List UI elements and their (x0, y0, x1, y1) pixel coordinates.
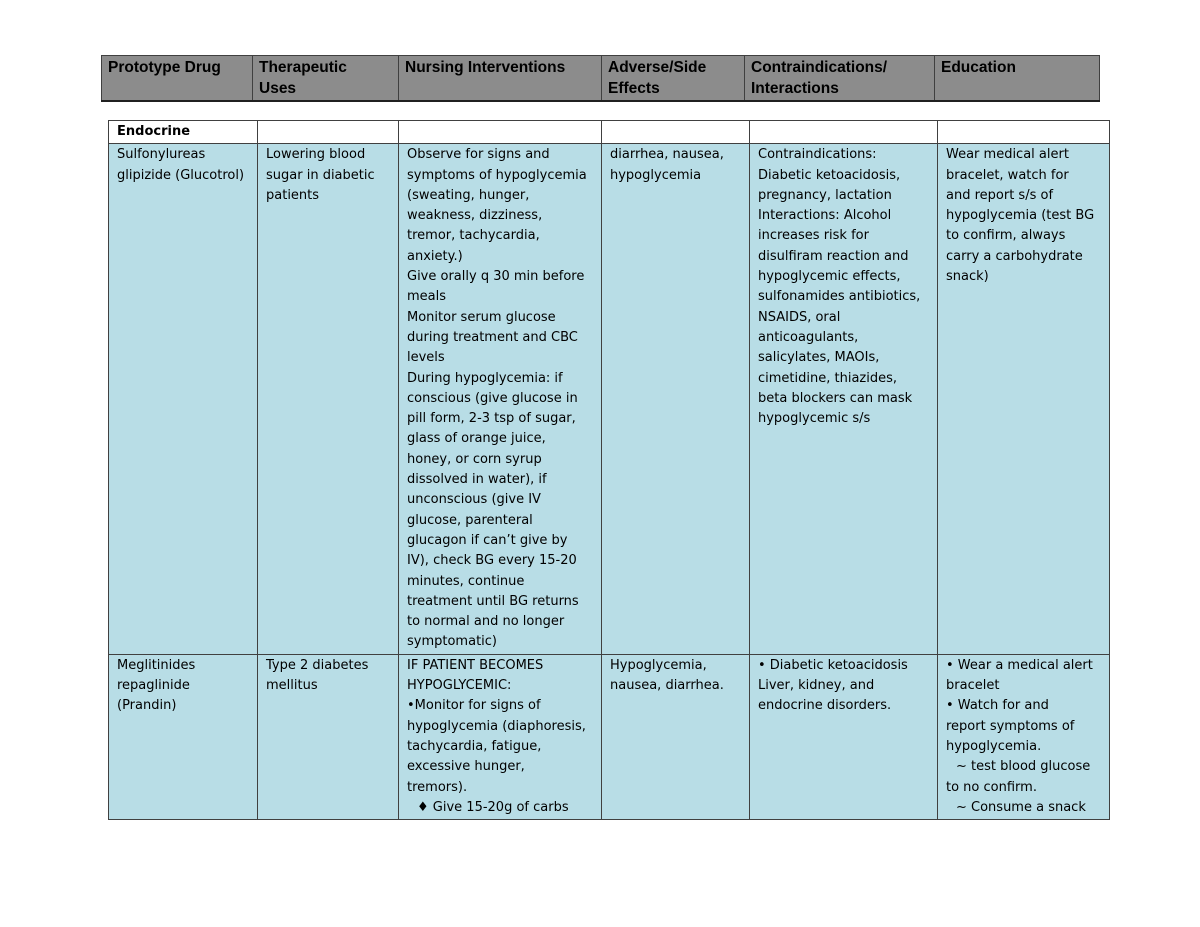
cell-prototype-drug: Sulfonylureas glipizide (Glucotrol) (109, 144, 258, 654)
cell-education: • Wear a medical alert bracelet • Watch for and report symptoms of hypoglycemia. ~ test blood glucose to no confirm. ~ Consume a snack (938, 654, 1110, 819)
cell-nursing-interventions: Observe for signs and symptoms of hypoglycemia (sweating, hunger, weakness, dizziness, tremor, tachycardia, anxiety.) Give orally q 30 min before meals Monitor serum glucose during treatment and CBC levels During hypoglycemia: if conscious (give glucose in pill form, 2-3 tsp of sugar, glass of orange juice, honey, or corn syrup dissolved in water), if unconscious (give IV glucose, parenteral glucagon if can’t give by IV), check BG every 15-20 minutes, continue treatment until BG returns to normal and no longer symptomatic) (399, 144, 602, 654)
empty-cell (750, 121, 938, 144)
header-prototype-drug: Prototype Drug (102, 56, 253, 102)
header-nursing-interventions: Nursing Interventions (399, 56, 602, 102)
drug-table (108, 120, 1110, 820)
empty-cell (399, 121, 602, 144)
empty-cell (602, 121, 750, 144)
header-therapeutic-uses: Therapeutic Uses (253, 56, 399, 102)
cell-contraindications-interactions: Contraindications: Diabetic ketoacidosis, pregnancy, lactation Interactions: Alcohol increases risk for disulfiram reaction and hypoglycemic effects, sulfonamides antibiotics, NSAIDS, oral anticoagulants, salicylates, MAOIs, cimetidine, thiazides, beta blockers can mask hypoglycemic s/s (750, 144, 938, 654)
header-contraindications-interactions: Contraindications/ Interactions (745, 56, 935, 102)
empty-cell (258, 121, 399, 144)
header-table (101, 55, 1100, 102)
header-row (102, 56, 1100, 102)
cell-adverse-side-effects: diarrhea, nausea, hypoglycemia (602, 144, 750, 654)
cell-therapeutic-uses: Type 2 diabetes mellitus (258, 654, 399, 819)
header-education: Education (935, 56, 1100, 102)
empty-cell (938, 121, 1110, 144)
section-row-endocrine (109, 121, 1110, 144)
section-label: Endocrine (109, 121, 258, 144)
cell-contraindications-interactions: • Diabetic ketoacidosis Liver, kidney, and endocrine disorders. (750, 654, 938, 819)
cell-prototype-drug: Meglitinides repaglinide (Prandin) (109, 654, 258, 819)
drug-row-sulfonylureas (109, 144, 1110, 654)
cell-education: Wear medical alert bracelet, watch for and report s/s of hypoglycemia (test BG to confirm, always carry a carbohydrate snack) (938, 144, 1110, 654)
cell-therapeutic-uses: Lowering blood sugar in diabetic patients (258, 144, 399, 654)
header-adverse-side-effects: Adverse/Side Effects (602, 56, 745, 102)
cell-adverse-side-effects: Hypoglycemia, nausea, diarrhea. (602, 654, 750, 819)
drug-row-meglitinides (109, 654, 1110, 819)
cell-nursing-interventions: IF PATIENT BECOMES HYPOGLYCEMIC: •Monitor for signs of hypoglycemia (diaphoresis, tachycardia, fatigue, excessive hunger, tremors). ♦ Give 15-20g of carbs (399, 654, 602, 819)
